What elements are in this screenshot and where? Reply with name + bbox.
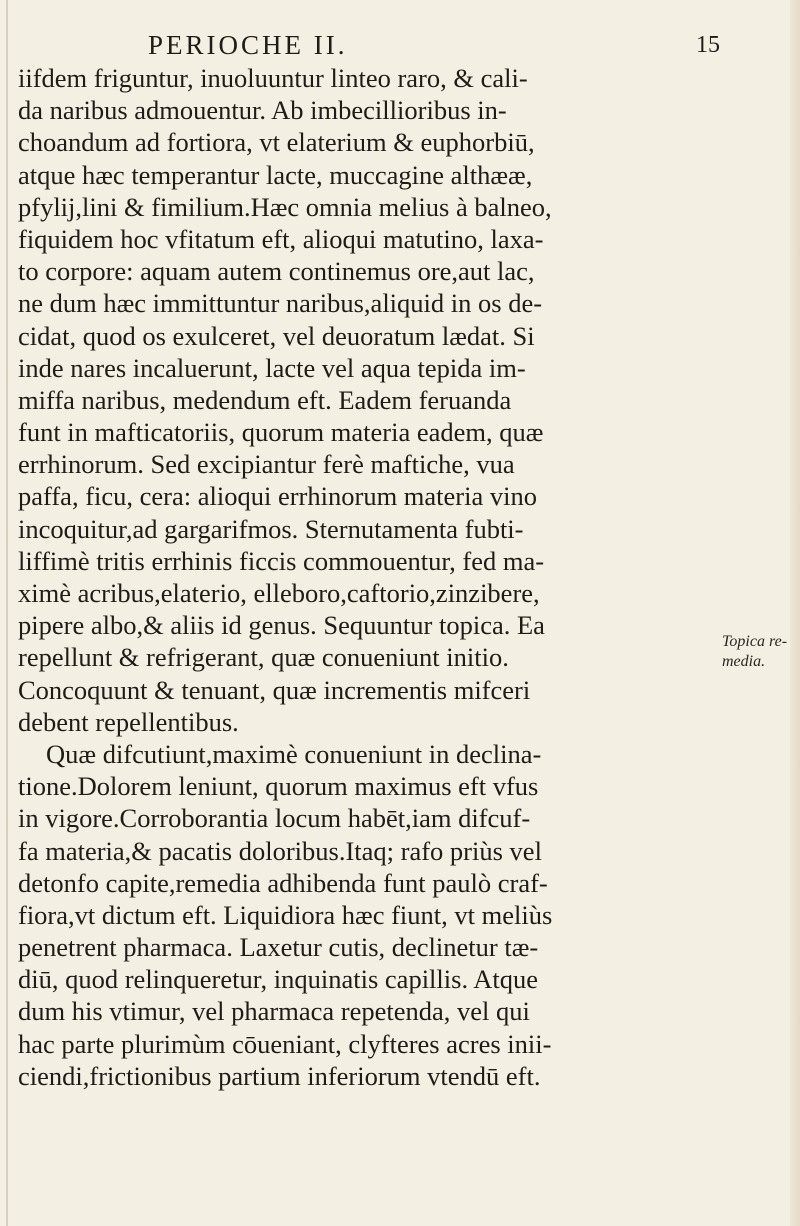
text-line: fa materia,& pacatis doloribus.Itaq; rafo priùs vel: [18, 835, 542, 866]
text-line: choandum ad fortiora, vt elaterium & euphorbiū,: [18, 127, 535, 158]
text-line: pipere albo,& aliis id genus. Sequuntur topica. Ea: [18, 610, 545, 641]
text-line: cidat, quod os exulceret, vel deuoratum lædat. Si: [18, 320, 535, 351]
text-line: incoquitur,ad gargarifmos. Sternutamenta fubti-: [18, 513, 524, 544]
page-edge-right: [790, 0, 800, 1226]
text-line: inde nares incaluerunt, lacte vel aqua tepida im-: [18, 352, 526, 383]
text-line: tione.Dolorem leniunt, quorum maximus eft vfus: [18, 771, 539, 802]
marginal-note-line: media.: [722, 653, 766, 670]
text-line: detonfo capite,remedia adhibenda funt paulò craf-: [18, 867, 548, 898]
text-line: repellunt & refrigerant, quæ conueniunt initio.: [18, 642, 509, 673]
text-line: da naribus admouentur. Ab imbecillioribus in-: [18, 95, 507, 126]
text-line: ximè acribus,elaterio, elleboro,caftorio,zinzibere,: [18, 578, 540, 608]
text-line: pfylij,lini & fimilium.Hæc omnia melius à balneo,: [18, 191, 552, 222]
text-line: fiora,vt dictum eft. Liquidiora hæc fiunt, vt meliùs: [18, 899, 553, 930]
text-line: debent repellentibus.: [18, 706, 239, 737]
text-line: paffa, ficu, cera: alioqui errhinorum materia vino: [18, 481, 537, 512]
running-head: [148, 30, 720, 60]
text-line: penetrent pharmaca. Laxetur cutis, declinetur tæ-: [18, 932, 539, 963]
text-line: to corpore: aquam autem continemus ore,aut lac,: [18, 256, 535, 287]
marginal-note: [722, 632, 798, 672]
body-text: [18, 62, 718, 1092]
text-line: ciendi,frictionibus partium inferiorum vtendū eft.: [18, 1060, 541, 1091]
text-line: atque hæc temperantur lacte, muccagine althææ,: [18, 159, 533, 190]
marginal-note-line: Topica re-: [722, 633, 788, 650]
text-line: iifdem friguntur, inuoluuntur linteo raro, & cali-: [18, 63, 528, 93]
paragraph-start-line: Quæ difcutiunt,maximè conueniunt in declina-: [46, 738, 542, 769]
text-line: diū, quod relinqueretur, inquinatis capillis. Atque: [18, 964, 539, 995]
page-number: 15: [696, 32, 720, 58]
text-line: in vigore.Corroborantia locum habēt,iam difcuf-: [18, 803, 531, 834]
text-line: Concoquunt & tenuant, quæ incrementis mifceri: [18, 674, 531, 705]
page-edge-left: [6, 0, 8, 1226]
text-line: errhinorum. Sed excipiantur ferè maftiche, vua: [18, 449, 515, 480]
text-line: fiquidem hoc vfitatum eft, alioqui matutino, laxa-: [18, 223, 544, 254]
text-line: dum his vtimur, vel pharmaca repetenda, vel qui: [18, 996, 530, 1027]
text-line: liffimè tritis errhinis ficcis commouentur, fed ma-: [18, 545, 545, 576]
text-line: ne dum hæc immittuntur naribus,aliquid in os de-: [18, 288, 543, 319]
text-line: miffa naribus, medendum eft. Eadem feruanda: [18, 384, 512, 415]
text-line: hac parte plurimùm cōueniant, clyfteres acres inii-: [18, 1028, 552, 1059]
running-title: PERIOCHE II.: [148, 30, 348, 60]
text-line: funt in mafticatoriis, quorum materia eadem, quæ: [18, 417, 544, 448]
